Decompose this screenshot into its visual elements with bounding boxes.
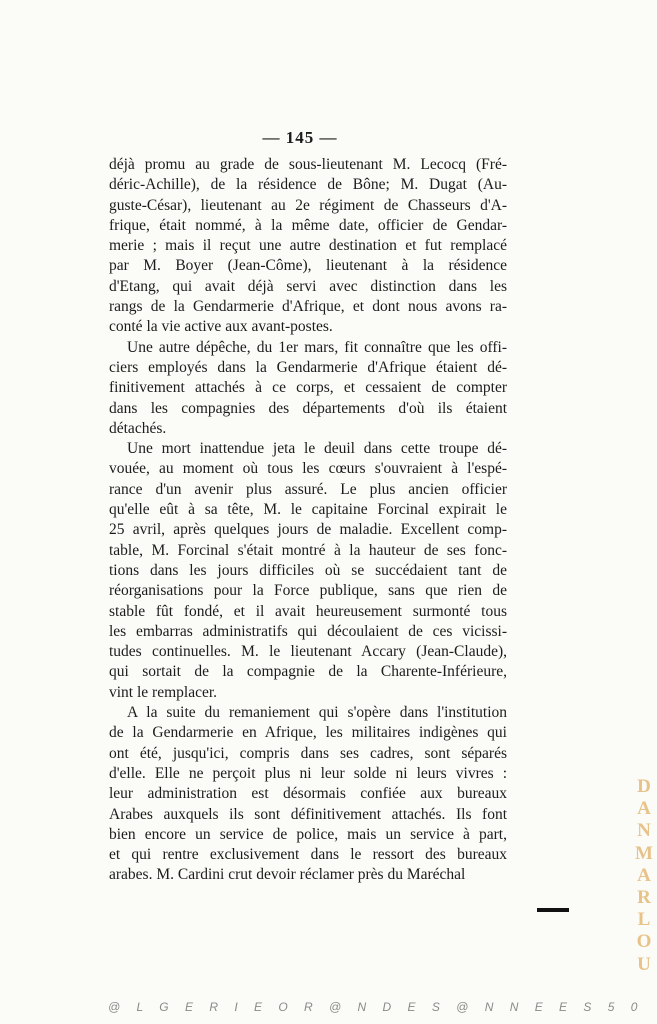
text-line: d'elle. Elle ne perçoit plus ni leur solde ni leurs vivres : — [109, 764, 507, 782]
watermark-letter: R — [637, 887, 651, 909]
text-line: guste-César), lieutenant au 2e régiment de Chasseurs d'A- — [109, 196, 507, 214]
text-line: déjà promu au grade de sous-lieutenant M. Lecocq (Fré- — [109, 156, 507, 173]
watermark-letter: A — [637, 798, 651, 820]
text-line: bien encore un service de police, mais un service à part, — [109, 825, 507, 843]
text-line: ciers employés dans la Gendarmerie d'Afrique étaient dé- — [109, 358, 507, 376]
text-line: conté la vie active aux avant-postes. — [109, 318, 333, 336]
text-line: tudes continuelles. M. le lieutenant Accary (Jean-Claude), — [109, 643, 507, 661]
ink-dash-mark — [537, 908, 569, 912]
watermark-letter: D — [637, 776, 651, 797]
text-line: A la suite du remaniement qui s'opère dans l'institution — [127, 704, 507, 722]
text-line: frique, était nommé, à la même date, officier de Gendar- — [109, 216, 507, 234]
text-line: vouée, au moment où tous les cœurs s'ouvraient à l'espé- — [109, 460, 507, 478]
text-line: de la Gendarmerie en Afrique, les militaires indigènes qui — [109, 724, 507, 742]
text-line: vint le remplacer. — [109, 683, 218, 701]
text-line: ont été, jusqu'ici, compris dans ses cadres, sont séparés — [109, 744, 507, 762]
text-line: rangs de la Gendarmerie d'Afrique, et dont nous avons ra- — [109, 298, 507, 316]
watermark-letter: M — [635, 842, 653, 864]
text-line: Arabes auxquels ils sont définitivement attachés. Ils font — [109, 805, 507, 823]
text-line: table, M. Forcinal s'était montré à la hauteur de ses fonc- — [109, 541, 507, 559]
text-line: qui sortait de la compagnie de la Charente-Inférieure, — [109, 663, 507, 681]
watermark — [632, 776, 656, 976]
text-line: tions dans les jours difficiles où se succédaient tant de — [109, 561, 507, 579]
text-line: leur administration est désormais confiée aux bureaux — [109, 785, 507, 803]
body-text — [109, 155, 507, 886]
page-number: — 145 — — [262, 128, 338, 147]
footer-caption: @ L G E R I E O R @ N D E S @ N N E E S 5 0 — [108, 1000, 644, 1014]
text-line: et qui rentre exclusivement dans le ressort des bureaux — [109, 846, 507, 864]
text-line: Une autre dépêche, du 1er mars, fit connaître que les offi- — [127, 338, 507, 356]
watermark-letter: A — [637, 864, 651, 886]
text-line: finitivement attachés à ce corps, et cessaient de compter — [109, 379, 507, 397]
text-line: les embarras administratifs qui découlaient de ces vicissi- — [109, 622, 507, 640]
text-line: 25 avril, après quelques jours de maladie. Excellent comp- — [109, 521, 507, 539]
text-line: déric-Achille), de la résidence de Bône; M. Dugat (Au- — [109, 176, 507, 194]
text-line: par M. Boyer (Jean-Côme), lieutenant à la résidence — [109, 257, 507, 275]
text-line: stable fût fondé, et il avait heureusement surmonté tous — [109, 602, 507, 620]
text-line: réorganisations pour la Force publique, sans que rien de — [109, 582, 507, 600]
watermark-letter: L — [637, 909, 651, 931]
text-line: détachés. — [109, 419, 167, 437]
text-line: qu'elle eût à sa tête, M. le capitaine Forcinal expirait le — [109, 501, 507, 519]
text-line: rance d'un avenir plus assuré. Le plus ancien officier — [109, 480, 507, 498]
text-line: d'Etang, qui avait déjà servi avec distinction dans les — [109, 277, 507, 295]
text-line: dans les compagnies des départements d'où ils étaient — [109, 399, 507, 417]
watermark-letter: U — [637, 953, 651, 975]
text-line: arabes. M. Cardini crut devoir réclamer près du Maréchal — [109, 866, 466, 884]
text-line: Une mort inattendue jeta le deuil dans cette troupe dé- — [127, 440, 507, 458]
watermark-letter: N — [637, 820, 651, 842]
watermark-letter: O — [636, 931, 652, 953]
text-line: merie ; mais il reçut une autre destination et fut remplacé — [109, 237, 507, 255]
